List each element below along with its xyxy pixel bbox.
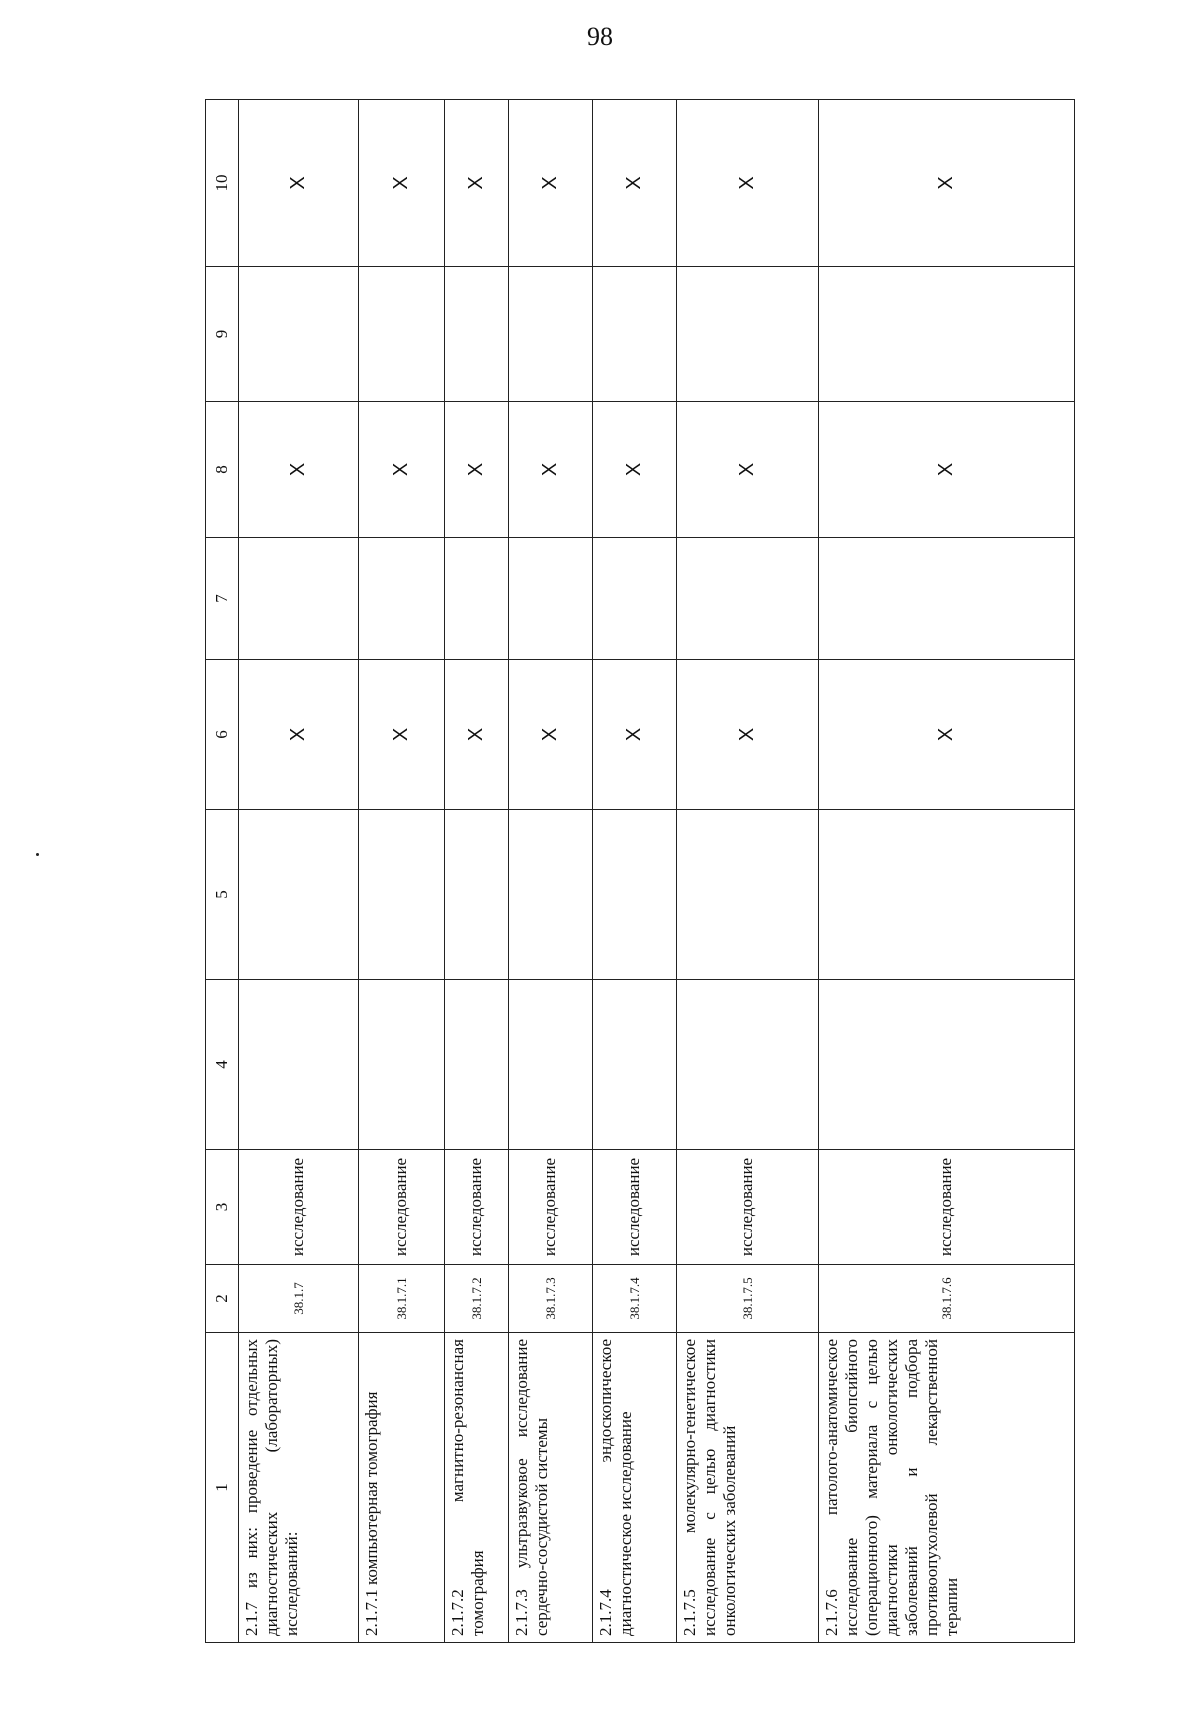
- page-number: 98: [587, 22, 613, 51]
- cell-8: X: [819, 402, 1075, 538]
- cell-10: X: [445, 100, 509, 267]
- row-code: 38.1.7.4: [593, 1265, 677, 1333]
- row-code: 38.1.7.2: [445, 1265, 509, 1333]
- row-code: 38.1.7: [239, 1265, 359, 1333]
- cell-8: X: [677, 402, 819, 538]
- cell-9: [509, 267, 593, 402]
- table-row: [593, 100, 677, 1643]
- cell-4: [509, 980, 593, 1150]
- col-header-6: 6: [206, 660, 239, 810]
- cell-7: [445, 538, 509, 660]
- cell-6: X: [819, 660, 1075, 810]
- cell-5: [239, 810, 359, 980]
- cell-4: [677, 980, 819, 1150]
- cell-7: [593, 538, 677, 660]
- cell-6: X: [239, 660, 359, 810]
- cell-7: [819, 538, 1075, 660]
- cell-8: X: [593, 402, 677, 538]
- cell-9: [239, 267, 359, 402]
- cell-8: X: [445, 402, 509, 538]
- table-row: [677, 100, 819, 1643]
- cell-4: [445, 980, 509, 1150]
- col-header-10: 10: [206, 100, 239, 267]
- row-name: 2.1.7.2 магнитно-резонансная томография: [445, 1333, 509, 1643]
- table-row: [239, 100, 359, 1643]
- cell-9: [359, 267, 445, 402]
- cell-6: X: [677, 660, 819, 810]
- row-unit: исследование: [677, 1150, 819, 1265]
- row-name: 2.1.7.5 молекулярно-генетическое исследование с целью диагностики онкологических заболеваний: [677, 1333, 819, 1643]
- cell-9: [445, 267, 509, 402]
- cell-6: X: [359, 660, 445, 810]
- row-unit: исследование: [819, 1150, 1075, 1265]
- row-unit: исследование: [359, 1150, 445, 1265]
- cell-5: [445, 810, 509, 980]
- cell-4: [593, 980, 677, 1150]
- col-header-8: 8: [206, 402, 239, 538]
- cell-9: [677, 267, 819, 402]
- row-name: 2.1.7.1 компьютерная томография: [359, 1333, 445, 1643]
- row-code: 38.1.7.6: [819, 1265, 1075, 1333]
- row-code: 38.1.7.3: [509, 1265, 593, 1333]
- col-header-2: 2: [206, 1265, 239, 1333]
- cell-5: [509, 810, 593, 980]
- cell-10: X: [593, 100, 677, 267]
- header-row: [206, 100, 239, 1643]
- table-row: [445, 100, 509, 1643]
- cell-10: X: [819, 100, 1075, 267]
- table-row: [359, 100, 445, 1643]
- cell-7: [359, 538, 445, 660]
- col-header-7: 7: [206, 538, 239, 660]
- data-table: [205, 99, 1075, 1643]
- scan-speck: [36, 853, 39, 856]
- rotated-table-container: [205, 100, 1075, 1643]
- cell-5: [359, 810, 445, 980]
- row-name: 2.1.7.6 патолого-анатомическое исследование биопсийного (операционного) материала с целью диагностики онкологических заболеваний и подбора противоопухолевой лекарственной терапии: [819, 1333, 1075, 1643]
- cell-6: X: [509, 660, 593, 810]
- cell-4: [819, 980, 1075, 1150]
- cell-10: X: [239, 100, 359, 267]
- cell-6: X: [445, 660, 509, 810]
- row-unit: исследование: [593, 1150, 677, 1265]
- row-code: 38.1.7.5: [677, 1265, 819, 1333]
- col-header-3: 3: [206, 1150, 239, 1265]
- row-name: 2.1.7.3 ультразвуковое исследование сердечно-сосудистой системы: [509, 1333, 593, 1643]
- cell-4: [359, 980, 445, 1150]
- cell-9: [819, 267, 1075, 402]
- cell-10: X: [509, 100, 593, 267]
- col-header-4: 4: [206, 980, 239, 1150]
- row-unit: исследование: [239, 1150, 359, 1265]
- row-unit: исследование: [445, 1150, 509, 1265]
- row-unit: исследование: [509, 1150, 593, 1265]
- cell-5: [593, 810, 677, 980]
- cell-6: X: [593, 660, 677, 810]
- cell-7: [677, 538, 819, 660]
- cell-9: [593, 267, 677, 402]
- row-name: 2.1.7.4 эндоскопическое диагностическое исследование: [593, 1333, 677, 1643]
- cell-7: [509, 538, 593, 660]
- table-row: [819, 100, 1075, 1643]
- cell-5: [677, 810, 819, 980]
- cell-7: [239, 538, 359, 660]
- cell-8: X: [239, 402, 359, 538]
- cell-8: X: [359, 402, 445, 538]
- row-name: 2.1.7 из них: проведение отдельных диагностических (лабораторных) исследований:: [239, 1333, 359, 1643]
- cell-8: X: [509, 402, 593, 538]
- row-code: 38.1.7.1: [359, 1265, 445, 1333]
- col-header-1: 1: [206, 1333, 239, 1643]
- cell-10: X: [359, 100, 445, 267]
- col-header-9: 9: [206, 267, 239, 402]
- col-header-5: 5: [206, 810, 239, 980]
- table-row: [509, 100, 593, 1643]
- cell-5: [819, 810, 1075, 980]
- cell-4: [239, 980, 359, 1150]
- cell-10: X: [677, 100, 819, 267]
